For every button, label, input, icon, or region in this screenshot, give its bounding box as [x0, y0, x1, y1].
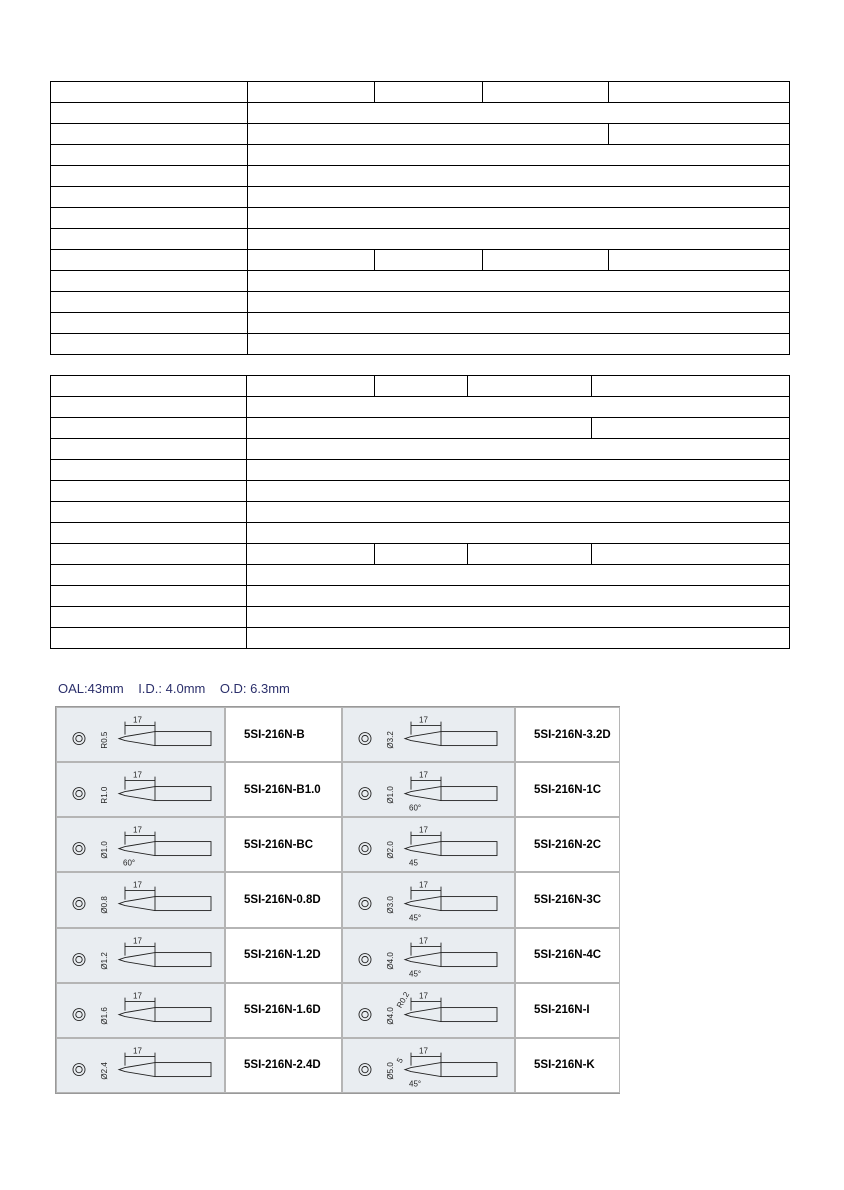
tip-outline — [73, 1052, 211, 1076]
length-label: 17 — [419, 1046, 428, 1056]
tip-model-label: 5SI-216N-3.2D — [515, 707, 620, 762]
tip-1.6d-drawing — [56, 983, 225, 1038]
table-row — [51, 397, 790, 418]
tip-taper — [119, 952, 155, 966]
end-view-outer-circle — [73, 898, 85, 910]
tip-drawing-svg — [343, 929, 516, 984]
end-view-outer-circle — [73, 1063, 85, 1075]
tip-outline — [359, 1052, 497, 1076]
tip-outline — [73, 832, 211, 856]
end-view-inner-circle — [76, 1011, 82, 1017]
end-view-inner-circle — [76, 735, 82, 741]
length-label: 17 — [419, 880, 428, 890]
tip-drawing-svg — [343, 818, 516, 873]
end-view-outer-circle — [73, 953, 85, 965]
tip-outline — [359, 997, 497, 1021]
tip-shank — [155, 1007, 211, 1021]
tip-taper — [119, 1007, 155, 1021]
end-view-inner-circle — [362, 901, 368, 907]
tip-model-label: 5SI-216N-2.4D — [225, 1038, 342, 1093]
tip-drawing-svg — [57, 984, 226, 1039]
tip-dimensions-caption: OAL:43mm I.D.: 4.0mm O.D: 6.3mm — [58, 681, 290, 696]
end-view-outer-circle — [73, 1008, 85, 1020]
tip-outline — [73, 887, 211, 911]
table-row — [51, 523, 790, 544]
tip-drawing-svg — [343, 984, 516, 1039]
tip-k-drawing — [342, 1038, 515, 1093]
tip-2.4d-drawing — [56, 1038, 225, 1093]
end-view-outer-circle — [359, 788, 371, 800]
tip-drawing-svg — [57, 708, 226, 763]
tip-outline — [359, 832, 497, 856]
end-view-outer-circle — [73, 733, 85, 745]
tip-shank — [155, 952, 211, 966]
table-row — [51, 628, 790, 649]
tip-model-label: 5SI-216N-0.8D — [225, 872, 342, 927]
tip-model-label: 5SI-216N-I — [515, 983, 620, 1038]
tip-drawing-svg — [343, 1039, 516, 1094]
tip-taper — [405, 1007, 441, 1021]
tip-2c-drawing — [342, 817, 515, 872]
spec-table-1 — [50, 81, 790, 355]
tip-drawing-svg — [57, 1039, 226, 1094]
tip-model-label: 5SI-216N-BC — [225, 817, 342, 872]
tip-outline — [359, 942, 497, 966]
tip-model-label: 5SI-216N-1C — [515, 762, 620, 817]
table-row — [51, 607, 790, 628]
tip-shank — [441, 1007, 497, 1021]
tip-drawing-svg — [57, 873, 226, 928]
table-row — [51, 334, 790, 355]
tip-outline — [359, 777, 497, 801]
angle-label: 45 — [409, 858, 418, 868]
tip-shank — [155, 1062, 211, 1076]
length-label: 17 — [133, 936, 142, 946]
spec-table-2 — [50, 375, 790, 649]
end-view-inner-circle — [362, 1066, 368, 1072]
tip-taper — [405, 732, 441, 746]
angle-label: 45° — [409, 1079, 422, 1089]
angle-label: 60° — [123, 858, 136, 868]
tip-model-label: 5SI-216N-1.2D — [225, 928, 342, 983]
table-row — [51, 229, 790, 250]
table-row — [51, 376, 790, 397]
tip-b-drawing — [56, 707, 225, 762]
tip-shank — [155, 787, 211, 801]
tip-drawing-svg — [57, 763, 226, 818]
tip-4c-drawing — [342, 928, 515, 983]
tip-model-label: 5SI-216N-B1.0 — [225, 762, 342, 817]
diameter-label: R1.0 — [100, 786, 109, 804]
tip-bc-drawing — [56, 817, 225, 872]
end-view-outer-circle — [359, 1008, 371, 1020]
tip-drawing-svg — [57, 818, 226, 873]
length-label: 17 — [133, 1046, 142, 1056]
table-row — [51, 565, 790, 586]
angle-label: 45° — [409, 969, 422, 979]
diameter-label: Ø2.0 — [386, 841, 395, 859]
table-row — [51, 418, 790, 439]
tip-outline — [73, 997, 211, 1021]
end-view-inner-circle — [362, 956, 368, 962]
tip-taper — [405, 897, 441, 911]
table-row — [51, 502, 790, 523]
diameter-label: Ø1.2 — [100, 951, 109, 970]
diameter-label: Ø5.0 — [386, 1062, 395, 1080]
length-label: 17 — [133, 991, 142, 1001]
tip-0.8d-drawing — [56, 872, 225, 927]
tip-outline — [73, 777, 211, 804]
end-view-outer-circle — [359, 898, 371, 910]
length-label: 17 — [133, 880, 142, 890]
length-label: 17 — [419, 936, 428, 946]
table-row — [51, 271, 790, 292]
tip-1.2d-drawing — [56, 928, 225, 983]
end-view-inner-circle — [362, 735, 368, 741]
diameter-label: R0.5 — [100, 731, 109, 749]
tip-i-drawing — [342, 983, 515, 1038]
end-view-inner-circle — [76, 791, 82, 797]
tip-shank — [155, 897, 211, 911]
tip-shank — [155, 732, 211, 746]
tip-taper — [405, 787, 441, 801]
tip-b1.0-drawing — [56, 762, 225, 817]
table-row — [51, 82, 790, 103]
length-label: 17 — [133, 770, 142, 780]
tip-chart — [55, 706, 620, 1094]
table-row — [51, 250, 790, 271]
end-view-inner-circle — [76, 846, 82, 852]
tip-model-label: 5SI-216N-4C — [515, 928, 620, 983]
tip-shank — [441, 732, 497, 746]
table-row — [51, 103, 790, 124]
length-label: 17 — [419, 991, 428, 1001]
tip-outline — [359, 722, 497, 746]
diameter-label: Ø4.0 — [386, 951, 395, 970]
angle-label: 60° — [409, 803, 422, 813]
diameter-label: Ø4.0 — [386, 1006, 395, 1025]
diameter-label: Ø1.6 — [100, 1006, 109, 1025]
tip-shank — [441, 842, 497, 856]
diameter-label: Ø0.8 — [100, 896, 109, 914]
table-row — [51, 460, 790, 481]
tip-drawing-svg — [343, 708, 516, 763]
tip-3.2d-drawing — [342, 707, 515, 762]
end-view-inner-circle — [362, 1011, 368, 1017]
tip-model-label: 5SI-216N-B — [225, 707, 342, 762]
end-view-inner-circle — [362, 791, 368, 797]
tip-taper — [119, 1062, 155, 1076]
table-row — [51, 292, 790, 313]
table-row — [51, 544, 790, 565]
tip-shank — [441, 952, 497, 966]
tip-outline — [359, 887, 497, 911]
tip-model-label: 5SI-216N-K — [515, 1038, 620, 1093]
diameter-label: Ø3.0 — [386, 896, 395, 914]
tip-shank — [441, 897, 497, 911]
length-label: 17 — [419, 715, 428, 725]
diameter-label: Ø1.0 — [386, 786, 395, 804]
end-view-outer-circle — [359, 843, 371, 855]
secondary-dimension-label: 5 — [394, 1056, 405, 1065]
tip-1c-drawing — [342, 762, 515, 817]
diameter-label: Ø2.4 — [100, 1062, 109, 1080]
table-row — [51, 439, 790, 460]
tip-drawing-svg — [343, 763, 516, 818]
tip-shank — [155, 842, 211, 856]
tip-shank — [441, 787, 497, 801]
table-row — [51, 208, 790, 229]
tip-taper — [119, 842, 155, 856]
table-row — [51, 586, 790, 607]
tip-outline — [73, 722, 211, 749]
length-label: 17 — [419, 770, 428, 780]
tip-taper — [405, 952, 441, 966]
length-label: 17 — [133, 715, 142, 725]
length-label: 17 — [419, 825, 428, 835]
table-row — [51, 187, 790, 208]
tip-taper — [119, 897, 155, 911]
tip-model-label: 5SI-216N-1.6D — [225, 983, 342, 1038]
tip-taper — [119, 732, 155, 746]
diameter-label: Ø3.2 — [386, 731, 395, 749]
tip-taper — [119, 787, 155, 801]
end-view-inner-circle — [76, 956, 82, 962]
diameter-label: Ø1.0 — [100, 841, 109, 859]
end-view-outer-circle — [73, 788, 85, 800]
tip-model-label: 5SI-216N-3C — [515, 872, 620, 927]
tip-model-label: 5SI-216N-2C — [515, 817, 620, 872]
tip-taper — [405, 1062, 441, 1076]
tip-taper — [405, 842, 441, 856]
end-view-inner-circle — [362, 846, 368, 852]
tip-drawing-svg — [343, 873, 516, 928]
end-view-outer-circle — [359, 1063, 371, 1075]
end-view-outer-circle — [359, 953, 371, 965]
secondary-dimension-label: R0.2 — [394, 990, 412, 1010]
tip-outline — [73, 942, 211, 966]
table-row — [51, 124, 790, 145]
tip-3c-drawing — [342, 872, 515, 927]
table-row — [51, 166, 790, 187]
tip-drawing-svg — [57, 929, 226, 984]
table-row — [51, 313, 790, 334]
end-view-outer-circle — [73, 843, 85, 855]
table-row — [51, 145, 790, 166]
tip-shank — [441, 1062, 497, 1076]
end-view-outer-circle — [359, 733, 371, 745]
length-label: 17 — [133, 825, 142, 835]
end-view-inner-circle — [76, 901, 82, 907]
table-row — [51, 481, 790, 502]
angle-label: 45° — [409, 913, 422, 923]
end-view-inner-circle — [76, 1066, 82, 1072]
